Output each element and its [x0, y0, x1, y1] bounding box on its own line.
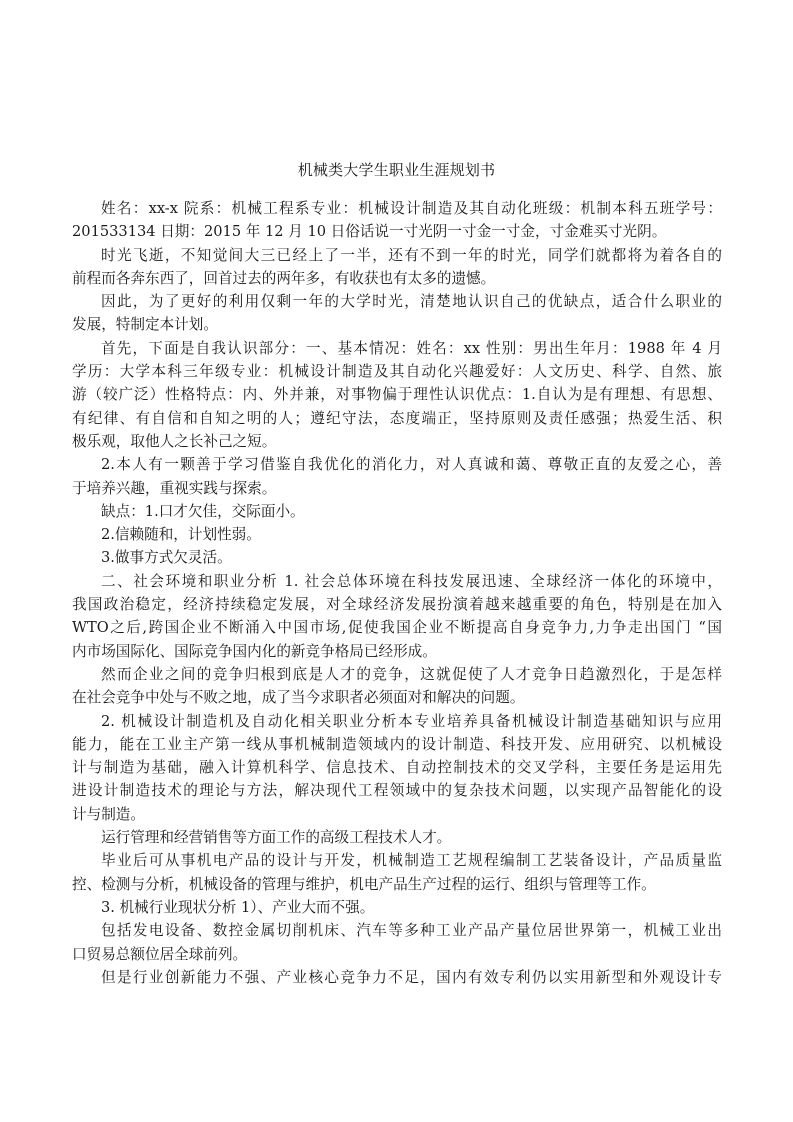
- text-line: 运行管理和经营销售等方面工作的高级工程技术人才。: [101, 829, 452, 847]
- text-line: 我国政治稳定，经济持续稳定发展，对全球经济发展扮演着越来越重要的角色，特别是在加入: [72, 596, 722, 614]
- text-line: 学历：大学本科三年级专业：机械设计制造及其自动化兴趣爱好：人文历史、科学、自然、旅: [72, 363, 722, 381]
- text-line: 游（较广泛）性格特点：内、外并兼，对事物偏于理性认识优点：1.自认为是有理想、有思想、: [72, 386, 722, 404]
- text-line: 能力，能在工业主产第一线从事机械制造领域内的设计制造、科技开发、应用研究、以机械设: [72, 735, 722, 753]
- text-line: 在社会竞争中处与不败之地，成了当今求职者必须面对和解决的问题。: [72, 689, 525, 707]
- text-line: 因此，为了更好的利用仅剩一年的大学时光，清楚地认识自己的优缺点，适合什么职业的: [101, 293, 722, 311]
- text-line: 计与制造为基础，融入计算机科学、信息技术、自动控制技术的交叉学科，主要任务是运用先: [72, 759, 722, 777]
- text-line: 2.信赖随和，计划性弱。: [101, 526, 261, 544]
- text-line: 于培养兴趣，重视实践与探索。: [72, 479, 277, 497]
- text-line: 极乐观，取他人之长补己之短。: [72, 432, 277, 450]
- text-line: 但是行业创新能力不强、产业核心竞争力不足，国内有效专利仍以实用新型和外观设计专: [101, 968, 722, 986]
- text-line: 姓名：xx-x 院系：机械工程系专业：机械设计制造及其自动化班级：机制本科五班学号：: [101, 200, 722, 217]
- text-line: 3. 机械行业现状分析 1）、产业大而不强。: [101, 898, 375, 916]
- document-title: 机械类大学生职业生涯规划书: [297, 161, 496, 179]
- text-line: 进设计制造技术的理论与方法，解决现代工程领域中的复杂技术问题，以实现产品智能化的设: [72, 782, 722, 800]
- text-line: 有纪律、有自信和自知之明的人；遵纪守法，态度端正，坚持原则及责任感强；热爱生活、积: [72, 409, 722, 427]
- text-line: 内市场国际化、国际竞争国内化的新竞争格局已经形成。: [72, 642, 437, 660]
- text-line: 然而企业之间的竞争归根到底是人才的竞争，这就促使了人才竞争日趋激烈化，于是怎样: [101, 665, 722, 683]
- text-line: 包括发电设备、数控金属切削机床、汽车等多种工业产品产量位居世界第一，机械工业出: [101, 922, 722, 940]
- text-line: 3.做事方式欠灵活。: [101, 549, 232, 567]
- text-line: 发展，特制定本计划。: [72, 316, 218, 334]
- text-line: 前程而各奔东西了，回首过去的两年多，有收获也有太多的遗憾。: [72, 269, 496, 287]
- text-line: 控、检测与分析，机械设备的管理与维护，机电产品生产过程的运行、组织与管理等工作。: [72, 875, 656, 893]
- text-line: 缺点：1.口才欠佳，交际面小。: [101, 502, 305, 520]
- text-line: 口贸易总额位居全球前列。: [72, 945, 248, 963]
- text-line: 毕业后可从事机电产品的设计与开发，机械制造工艺规程编制工艺装备设计，产品质量监: [101, 852, 722, 870]
- text-line: 二、社会环境和职业分析 1. 社会总体环境在科技发展迅速、全球经济一体化的环境中，: [101, 572, 722, 590]
- text-line: WTO之后,跨国企业不断涌入中国市场,促使我国企业不断提高自身竞争力,力争走出国门 “国: [72, 619, 722, 637]
- text-line: 首先，下面是自我认识部分：一、基本情况：姓名：xx 性别：男出生年月：1988 年 4 月: [101, 339, 722, 357]
- text-line: 2.本人有一颗善于学习借鉴自我优化的消化力，对人真诚和蔼、尊敬正直的友爱之心，善: [101, 456, 722, 474]
- text-line: 201533134 日期：2015 年 12 月 10 日俗话说一寸光阴一寸金一寸金，寸金难买寸光阴。: [72, 223, 667, 241]
- text-line: 2. 机械设计制造机及自动化相关职业分析本专业培养具备机械设计制造基础知识与应用: [101, 712, 722, 730]
- text-line: 时光飞逝，不知觉间大三已经上了一半，还有不到一年的时光，同学们就都将为着各自的: [101, 246, 722, 264]
- text-line: 计与制造。: [72, 805, 145, 823]
- document-body: [72, 197, 722, 989]
